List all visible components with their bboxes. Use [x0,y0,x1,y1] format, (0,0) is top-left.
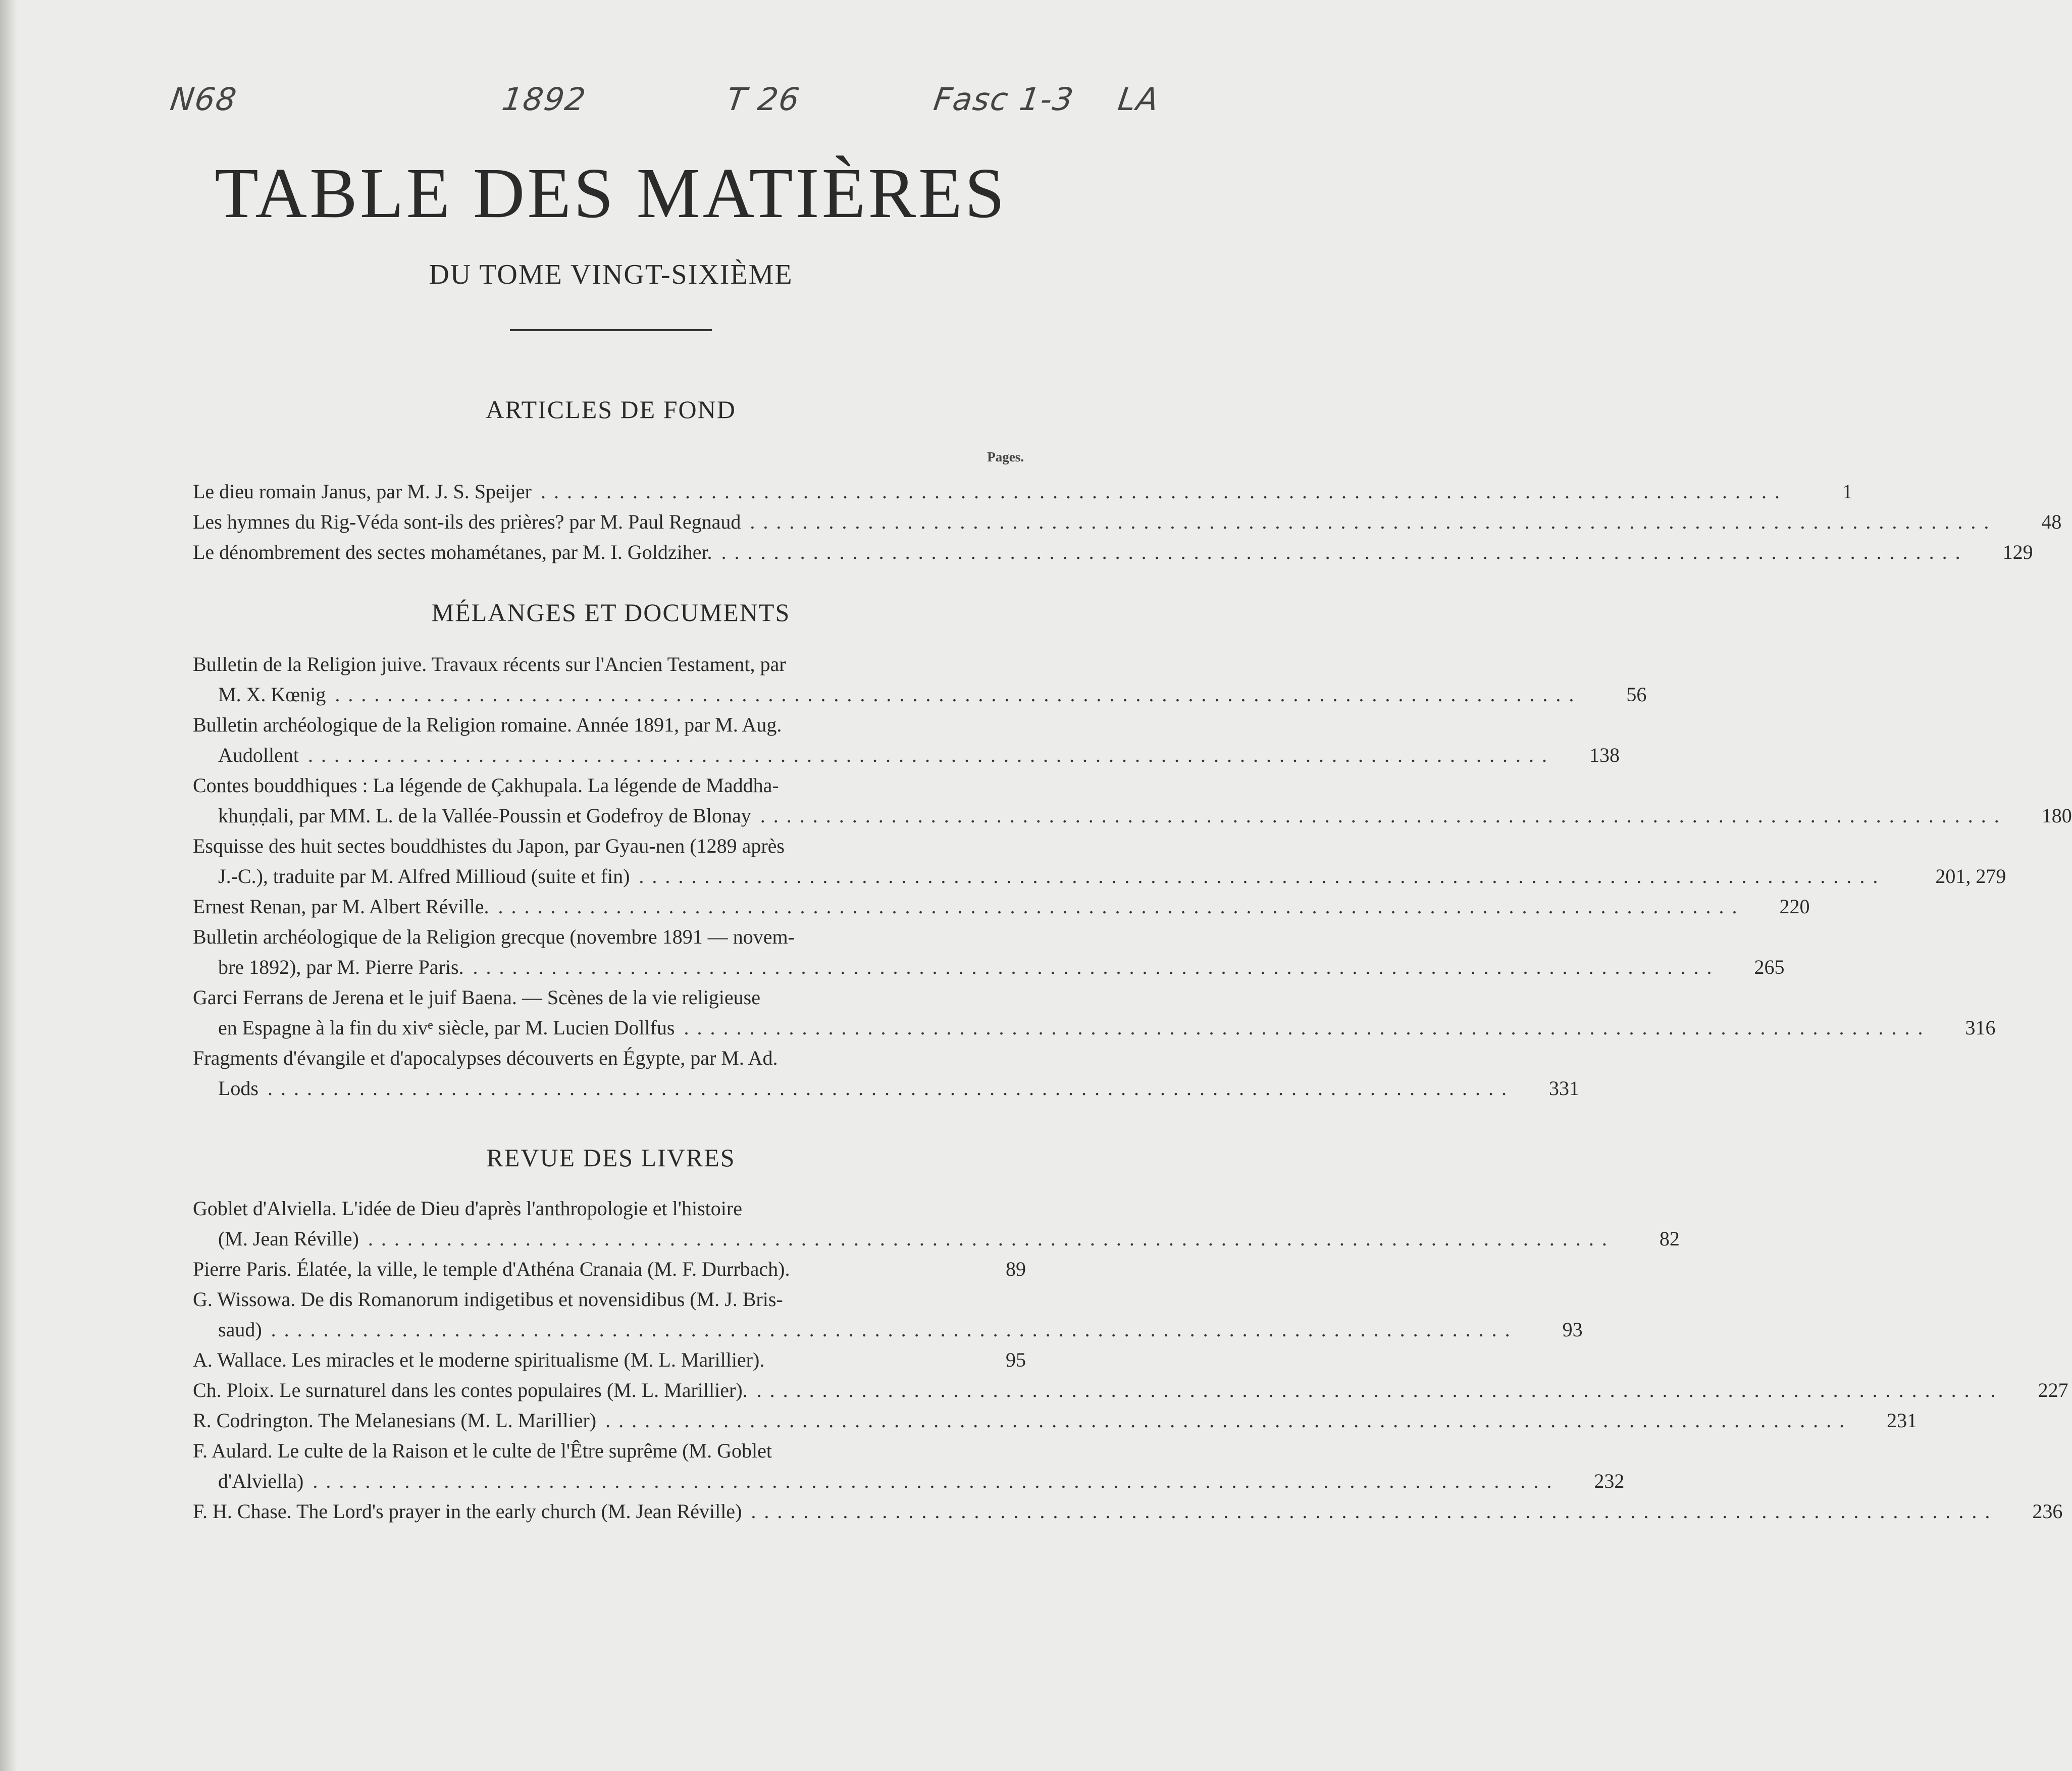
toc-entry [193,507,2062,537]
entry-page: 316 [1965,1016,1996,1039]
entry-title: Goblet d'Alviella. L'idée de Dieu d'après l'anthropologie et l'histoire [193,1197,742,1220]
entry-title-cont: bre 1892), par M. Pierre Paris. [218,956,464,978]
entry-title-cont: Audollent [218,744,299,766]
toc-entry-line [193,861,2006,892]
toc-entry [193,537,2033,567]
leader-dots: ............................................................................................... [498,895,1745,918]
entry-page: 82 [1659,1227,1680,1250]
entry-page: 331 [1549,1077,1579,1100]
annotation-initials: LA [1115,81,1162,118]
toc-entry-line [193,1224,1680,1254]
entry-title-cont: M. X. Kœnig [218,683,326,706]
leader-dots: ............................................................................................... [368,1227,1615,1250]
toc-entry-line [193,1013,1996,1043]
entry-page: 129 [2002,541,2033,563]
toc-entry [193,1254,1026,1284]
melanges-list [193,649,2072,1104]
annotation-year: 1892 [499,81,589,118]
toc-entry-line [193,831,1026,861]
entry-title: Bulletin de la Religion juive. Travaux récents sur l'Ancien Testament, par [193,653,786,675]
entry-title-cont: d'Alviella) [218,1470,304,1492]
entry-page: 1 [1842,480,1852,503]
entry-title-cont: Lods [218,1077,258,1100]
toc-entry [193,892,1810,922]
section-heading-revue: REVUE DES LIVRES [486,1143,736,1172]
toc-entry [193,1496,2063,1527]
toc-entry [193,1405,1918,1436]
entry-page: 265 [1754,956,1785,978]
entry-title-cont: khuṇḍali, par MM. L. de la Vallée-Poussin et Godefroy de Blonay [218,804,751,827]
toc-entry [193,1375,2068,1405]
entry-page: 231 [1887,1409,1918,1432]
entry-title: A. Wallace. Les miracles et le moderne spiritualisme (M. L. Marillier). [193,1348,765,1371]
entry-title: Les hymnes du Rig-Véda sont-ils des prières? par M. Paul Regnaud [193,510,741,533]
entry-title: G. Wissowa. De dis Romanorum indigetibus et novensidibus (M. J. Bris- [193,1288,783,1311]
toc-entry-line [193,1284,1026,1315]
page-title: TABLE DES MATIÈRES [215,153,1007,233]
entry-page: 180 [2041,804,2072,827]
entry-title: Ernest Renan, par M. Albert Réville. [193,895,489,918]
toc-entry [193,1345,1026,1375]
entry-page: 227 [2038,1379,2068,1401]
toc-entry-line [193,922,1026,952]
entry-title: F. H. Chase. The Lord's prayer in the early church (M. Jean Réville) [193,1500,742,1523]
entry-title-cont: en Espagne à la fin du xivᵉ siècle, par M. Lucien Dollfus [218,1016,675,1039]
entry-title: Fragments d'évangile et d'apocalypses découverts en Égypte, par M. Ad. [193,1047,778,1069]
leader-dots: ............................................................................................... [605,1409,1853,1432]
leader-dots: ............................................................................................... [639,865,1886,888]
entry-title: Garci Ferrans de Jerena et le juif Baena. — Scènes de la vie religieuse [193,986,760,1009]
leader-dots: ............................................................................................... [307,744,1555,766]
entry-title: Pierre Paris. Élatée, la ville, le temple d'Athéna Cranaia (M. F. Durrbach). [193,1258,790,1280]
leader-dots: ............................................................................................... [721,541,1969,563]
entry-page: 232 [1594,1470,1625,1492]
entry-page: 95 [1006,1348,1026,1371]
leader-dots: ............................................................................................... [756,1379,2004,1401]
toc-entry-line [193,1466,1625,1496]
entry-page: 138 [1589,744,1620,766]
section-heading-melanges: MÉLANGES ET DOCUMENTS [431,598,791,627]
toc-entry-line [193,982,1026,1013]
entry-title-cont: J.-C.), traduite par M. Alfred Millioud (suite et fin) [218,865,630,888]
leader-dots: ............................................................................................... [313,1470,1560,1492]
toc-entry-line [193,952,1785,982]
entry-page: 220 [1779,895,1810,918]
annotation-fascicle: Fasc 1-3 [931,81,1077,118]
annotation-tome: T 26 [724,81,803,118]
leader-dots: ............................................................................................... [335,683,1582,706]
title-divider [510,329,712,331]
leader-dots: ............................................................................................... [750,510,1997,533]
toc-entry-line [193,649,1026,680]
toc-entry-line [193,801,2072,831]
entry-title: Contes bouddhiques : La légende de Çakhupala. La légende de Maddha- [193,774,779,797]
toc-entry-line [193,740,1620,770]
toc-entry-line [193,770,1026,801]
entry-title: F. Aulard. Le culte de la Raison et le culte de l'Être suprême (M. Goblet [193,1439,772,1462]
leader-dots: ............................................................................................... [751,1500,1998,1523]
entry-title: R. Codrington. The Melanesians (M. L. Marillier) [193,1409,597,1432]
leader-dots: ............................................................................................... [271,1318,1518,1341]
articles-list [193,477,2062,567]
entry-title-cont: saud) [218,1318,262,1341]
leader-dots: ............................................................................................... [541,480,1788,503]
entry-title: Ch. Ploix. Le surnaturel dans les contes populaires (M. L. Marillier). [193,1379,748,1401]
toc-entry [193,477,1852,507]
leader-dots: ............................................................................................... [268,1077,1515,1100]
entry-page: 201, 279 [1935,865,2006,888]
entry-page: 89 [1006,1258,1026,1280]
toc-entry-line [193,1043,1026,1073]
entry-title-cont: (M. Jean Réville) [218,1227,359,1250]
entry-title: Bulletin archéologique de la Religion grecque (novembre 1891 — novem- [193,925,795,948]
annotation-shelfmark: N68 [168,81,240,118]
leader-dots: ............................................................................................... [760,804,2007,827]
page-subtitle: DU TOME VINGT-SIXIÈME [429,259,793,290]
toc-entry-line [193,1193,1026,1224]
leader-dots: ............................................................................................... [684,1016,1931,1039]
entry-title: Bulletin archéologique de la Religion romaine. Année 1891, par M. Aug. [193,713,782,736]
entry-page: 236 [2032,1500,2063,1523]
entry-title: Esquisse des huit sectes bouddhistes du Japon, par Gyau-nen (1289 après [193,835,785,857]
toc-entry-line [193,710,1026,740]
section-heading-articles: ARTICLES DE FOND [486,395,736,424]
entry-page: 56 [1626,683,1647,706]
entry-title: Le dénombrement des sectes mohamétanes, par M. I. Goldziher. [193,541,712,563]
leader-dots: ............................................................................................... [473,956,1720,978]
revue-list [193,1193,2068,1527]
pages-column-label: Pages. [987,449,1024,464]
toc-entry-line [193,1436,1026,1466]
entry-title: Le dieu romain Janus, par M. J. S. Speijer [193,480,532,503]
entry-page: 93 [1562,1318,1583,1341]
toc-entry-line [193,1315,1583,1345]
toc-entry-line [193,680,1647,710]
entry-page: 48 [2041,510,2062,533]
toc-entry-line [193,1073,1579,1104]
